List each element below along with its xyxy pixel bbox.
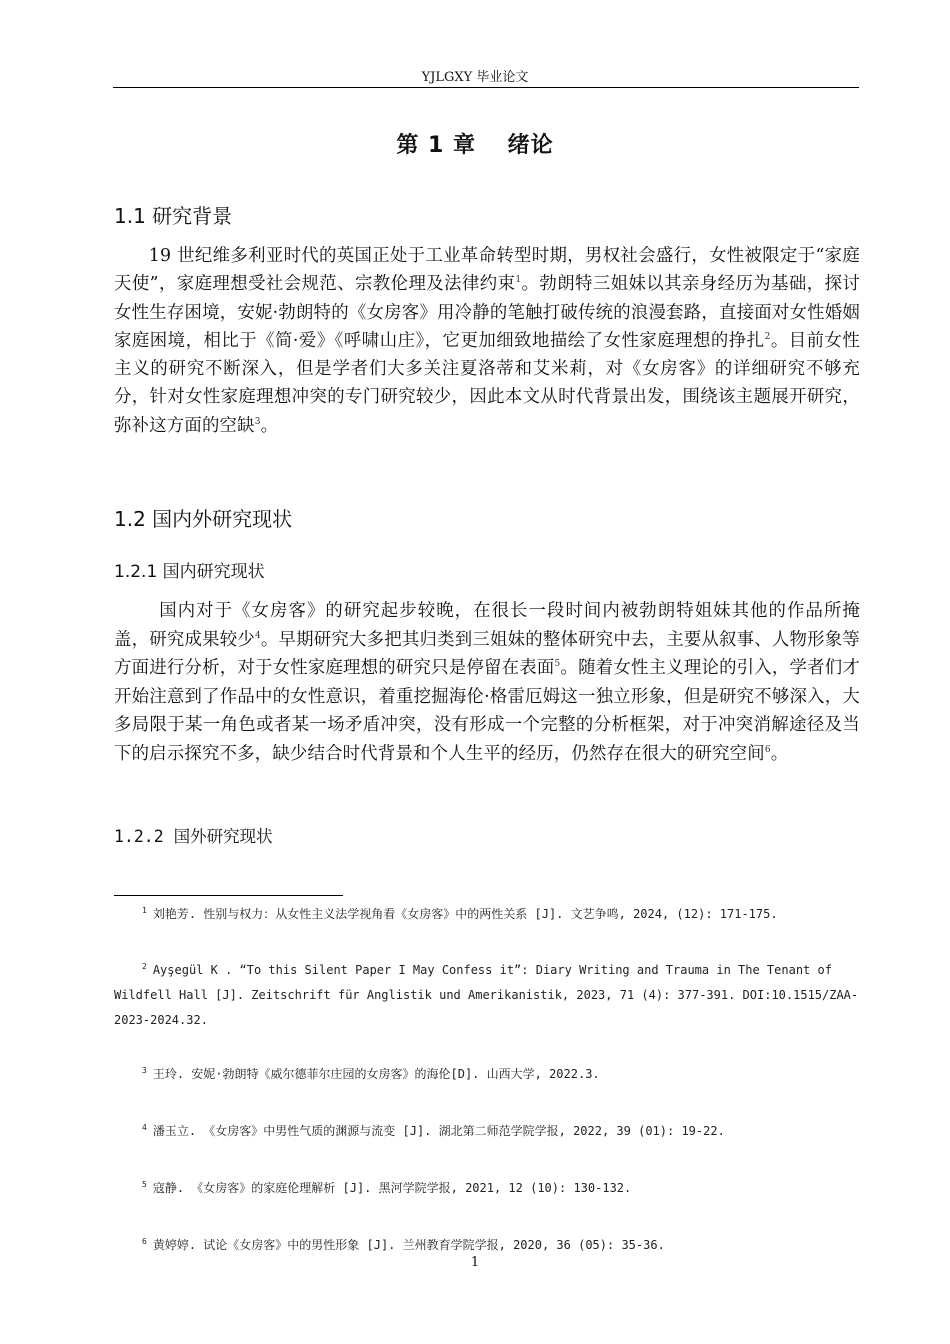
paragraph-text: 。早期研究大多把其归类到三姐妹的整体研究中去，主要从叙事、人物形象等方面进行分析，对于女性家庭理想的研究只是停留在表面 <box>114 629 860 678</box>
section-heading-1-1: 1.1 研究背景 <box>114 204 233 228</box>
footnote-text: Ayşegül K . “To this Silent Paper I May Confess it”: Diary Writing and Trauma in The Tenant of Wildfell Hall [J]. Zeitschrift für Anglistik und Amerikanistik, 2023, 71 (4): 377-391. DOI:10.1515/ZAA-2023-2024.32. <box>114 963 859 1027</box>
paragraph-text: 。目前女性主义的研究不断深入，但是学者们大多关注夏洛蒂和艾米莉，对《女房客》的详细研究不够充分，针对女性家庭理想冲突的专门研究较少，因此本文从时代背景出发，围绕该主题展开研究，弥补这方面的空缺 <box>114 330 860 436</box>
paragraph-text: 。随着女性主义理论的引入，学者们才开始注意到了作品中的女性意识，着重挖掘海伦·格雷厄姆这一独立形象，但是研究不够深入，大多局限于某一角色或者某一场矛盾冲突，没有形成一个完整的分析框架，对于冲突消解途径及当下的启示探究不多，缺少结合时代背景和个人生平的经历，仍然存在很大的研究空间 <box>114 658 860 764</box>
footnote-ref-5[interactable]: 5 <box>554 659 561 670</box>
footnote-number: 3 <box>142 1066 147 1075</box>
footnote-ref-4[interactable]: 4 <box>254 630 261 641</box>
footnote-number: 1 <box>142 906 147 915</box>
footnote-separator <box>114 895 343 896</box>
paragraph-text: 。勃朗特三姐妹以其亲身经历为基础，探讨女性生存困境，安妮·勃朗特的《女房客》用冷静的笔触打破传统的浪漫套路，直接面对女性婚姻家庭困境，相比于《简·爱》《呼啸山庄》，它更加细致地描绘了女性家庭理想的挣扎 <box>114 274 860 351</box>
footnote-text: 黄婷婷. 试论《女房客》中的男性形象 [J]. 兰州教育学院学报, 2020, 36 (05): 35-36. <box>152 1238 665 1252</box>
paragraph-text: 。 <box>770 743 789 764</box>
paragraph-domestic-research <box>114 597 860 768</box>
paragraph-text: 国内对于《女房客》的研究起步较晚，在很长一段时间内被勃朗特姐妹其他的作品所掩盖，研究成果较少 <box>114 601 860 650</box>
paragraph-text: 。 <box>260 415 279 436</box>
section-heading-1-2-1: 1.2.1 国内研究现状 <box>114 562 265 582</box>
footnote-text: 刘艳芳. 性别与权力：从女性主义法学视角看《女房客》中的两性关系 [J]. 文艺争鸣, 2024, (12): 171-175. <box>152 907 778 921</box>
footnote-number: 6 <box>142 1237 147 1246</box>
header-rule <box>113 87 859 88</box>
footnote-text: 潘玉立. 《女房客》中男性气质的渊源与流变 [J]. 湖北第二师范学院学报, 2022, 39 (01): 19-22. <box>152 1124 725 1138</box>
footnote-ref-3[interactable]: 3 <box>254 416 261 427</box>
section-heading-1-2: 1.2 国内外研究现状 <box>114 507 293 531</box>
header-title: YJLGXY 毕业论文 <box>421 70 529 85</box>
footnote-ref-6[interactable]: 6 <box>764 744 771 755</box>
footnote-1 <box>114 902 860 927</box>
footnote-number: 2 <box>142 962 147 971</box>
paragraph-research-background <box>114 242 860 440</box>
footnote-text: 王玲. 安妮·勃朗特《威尔德菲尔庄园的女房客》的海伦[D]. 山西大学, 2022.3. <box>152 1067 600 1081</box>
footnote-2 <box>114 958 860 1033</box>
page-number: 1 <box>470 1255 480 1270</box>
footnote-3 <box>114 1062 860 1087</box>
footnote-number: 5 <box>142 1180 147 1189</box>
footnote-ref-1[interactable]: 1 <box>515 275 522 286</box>
footnote-4 <box>114 1119 860 1144</box>
footnote-5 <box>114 1176 860 1201</box>
paragraph-text: 19 世纪维多利亚时代的英国正处于工业革命转型时期，男权社会盛行，女性被限定于“家庭天使”，家庭理想受社会规范、宗教伦理及法律约束 <box>114 246 860 295</box>
footnote-text: 寇静. 《女房客》的家庭伦理解析 [J]. 黑河学院学报, 2021, 12 (10): 130-132. <box>152 1181 632 1195</box>
footnote-number: 4 <box>142 1123 147 1132</box>
footnote-ref-2[interactable]: 2 <box>764 332 771 343</box>
section-heading-1-2-2: 1.2.2 国外研究现状 <box>114 827 273 846</box>
chapter-title: 第 1 章 绪论 <box>396 133 554 158</box>
